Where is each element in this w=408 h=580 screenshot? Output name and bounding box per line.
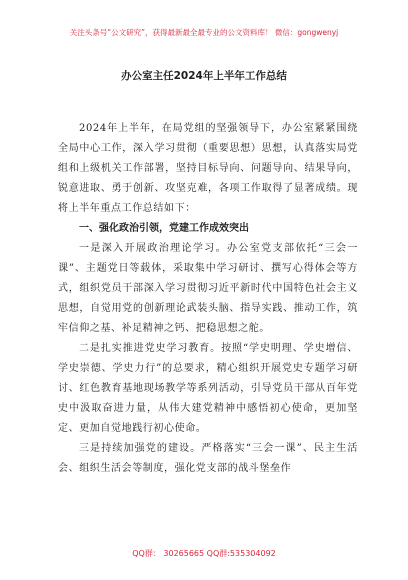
- header-banner: 关注头条号“公文研究”，获得最新最全最专业的公文资料库！ 微信：gongwenyj: [69, 28, 339, 37]
- intro-paragraph: 2024年上半年，在局党组的坚强领导下，办公室紧紧围绕全局中心工作，深入学习贯彻（重要思想）思想，认真落实局党组和上级机关工作部署，坚持目标导向、问题导向、结果导向，锐意进取、勇于创新、攻坚克难，各项工作取得了显著成绩。现将上半年重点工作总结如下：: [58, 123, 358, 214]
- paragraph-3: 三是持续加强党的建设。严格落实“三会一课”、民主生活会、组织生活会等制度，强化党支部的战斗堡垒作: [58, 443, 358, 474]
- footer-contact: QQ群： 30265665 QQ群:535304092: [132, 549, 276, 558]
- section-heading: 一、强化政治引领，党建工作成效突出: [79, 223, 249, 234]
- paragraph-1: 一是深入开展政治理论学习。办公室党支部依托“三会一课”、主题党日等载体，采取集中学习研讨、撰写心得体会等方式，组织党员干部深入学习贯彻习近平新时代中国特色社会主义思想，自觉用党的创新理论武装头脑、指导实践、推动工作，筑牢信仰之基、补足精神之钙、把稳思想之舵。: [58, 243, 358, 334]
- paragraph-2: 二是扎实推进党史学习教育。按照“学史明理、学史增信、学史崇德、学史力行”的总要求，精心组织开展党史专题学习研讨、红色教育基地现场教学等系列活动，引导党员干部从百年党史中汲取奋进力量，从伟大建党精神中感悟初心使命，更加坚定、更加自觉地践行初心使命。: [58, 343, 358, 434]
- document-body: [58, 119, 358, 479]
- document-title: 办公室主任2024年上半年工作总结: [121, 70, 287, 82]
